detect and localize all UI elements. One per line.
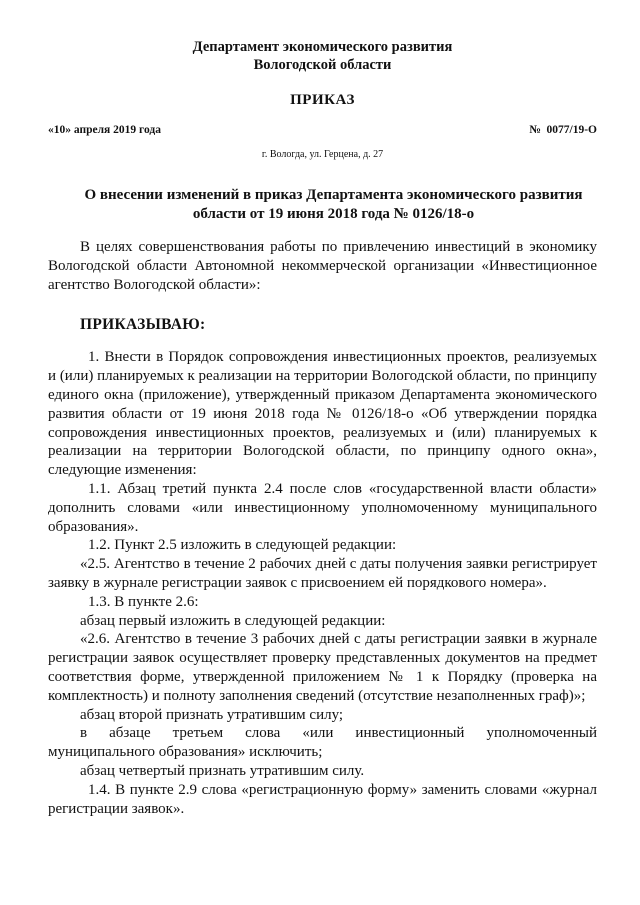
order-keyword: ПРИКАЗЫВАЮ: (80, 316, 206, 334)
item-1-2: 1.2. Пункт 2.5 изложить в следующей редакции: (88, 537, 397, 554)
document-title (48, 186, 597, 224)
item-1-3-paragraph-3: в абзаце третьем слова «или инвестиционный уполномоченный муниципального образования» исключить; (48, 725, 597, 761)
document-number: № 0077/19-О (529, 124, 597, 136)
item-1: 1. Внести в Порядок сопровождения инвестиционных проектов, реализуемых и (или) планируемых к реализации на территории Вологодской области, по принципу единого окна (приложение), утвержденный приказом Департамента экономического развития области от 19 июня 2018 года № 0126/18-о «Об утверждении порядка сопровождения инвестиционных проектов, реализуемых и (или) планируемых к реализации на территории Вологодской области, по принципу одного окна», следующие изменения: (48, 349, 597, 479)
item-1-3-paragraph-1: абзац первый изложить в следующей редакции: (80, 612, 386, 629)
document-type: ПРИКАЗ (290, 92, 355, 108)
item-1-4: 1.4. В пункте 2.9 слова «регистрационную форму» заменить словами «журнал регистрации заявок». (48, 781, 597, 817)
item-1-1: 1.1. Абзац третий пункта 2.4 после слов «государственной власти области» дополнить словами «или инвестиционному уполномоченному муниципального образования». (48, 480, 597, 535)
item-1-3-quote: «2.6. Агентство в течение 3 рабочих дней с даты регистрации заявки в журнале регистрации заявок осуществляет проверку представленных документов на предмет соответствия форме, утвержденной приложением № 1 к Порядку (проверка на комплектность) и полноту заполнения сведений (отсутствие незаполненных граф)»; (48, 631, 597, 704)
title-line-1: О внесении изменений в приказ Департамента экономического развития (84, 187, 583, 203)
item-1-3-paragraph-4: абзац четвертый признать утратившим силу. (80, 762, 365, 779)
organization-line-2: Вологодской области (253, 57, 392, 73)
title-line-2: области от 19 июня 2018 года № 0126/18-о (192, 206, 475, 222)
organization-line-1: Департамент экономического развития (192, 39, 453, 55)
organization-name (48, 38, 597, 74)
order-items (48, 348, 597, 818)
item-1-3-paragraph-2: абзац второй признать утратившим силу; (80, 706, 344, 723)
document-date: «10» апреля 2019 года (48, 124, 161, 136)
document-address: г. Вологда, ул. Герцена, д. 27 (261, 149, 384, 160)
item-1-3: 1.3. В пункте 2.6: (88, 593, 199, 610)
preamble-paragraph: В целях совершенствования работы по привлечению инвестиций в экономику Вологодской области Автономной некоммерческой организации «Инвестиционное агентство Вологодской области»: (48, 239, 597, 293)
item-1-2-quote: «2.5. Агентство в течение 2 рабочих дней с даты получения заявки регистрирует заявку в журнале регистрации заявок с присвоением ей порядкового номера». (48, 556, 597, 591)
date-number-row (48, 122, 597, 138)
